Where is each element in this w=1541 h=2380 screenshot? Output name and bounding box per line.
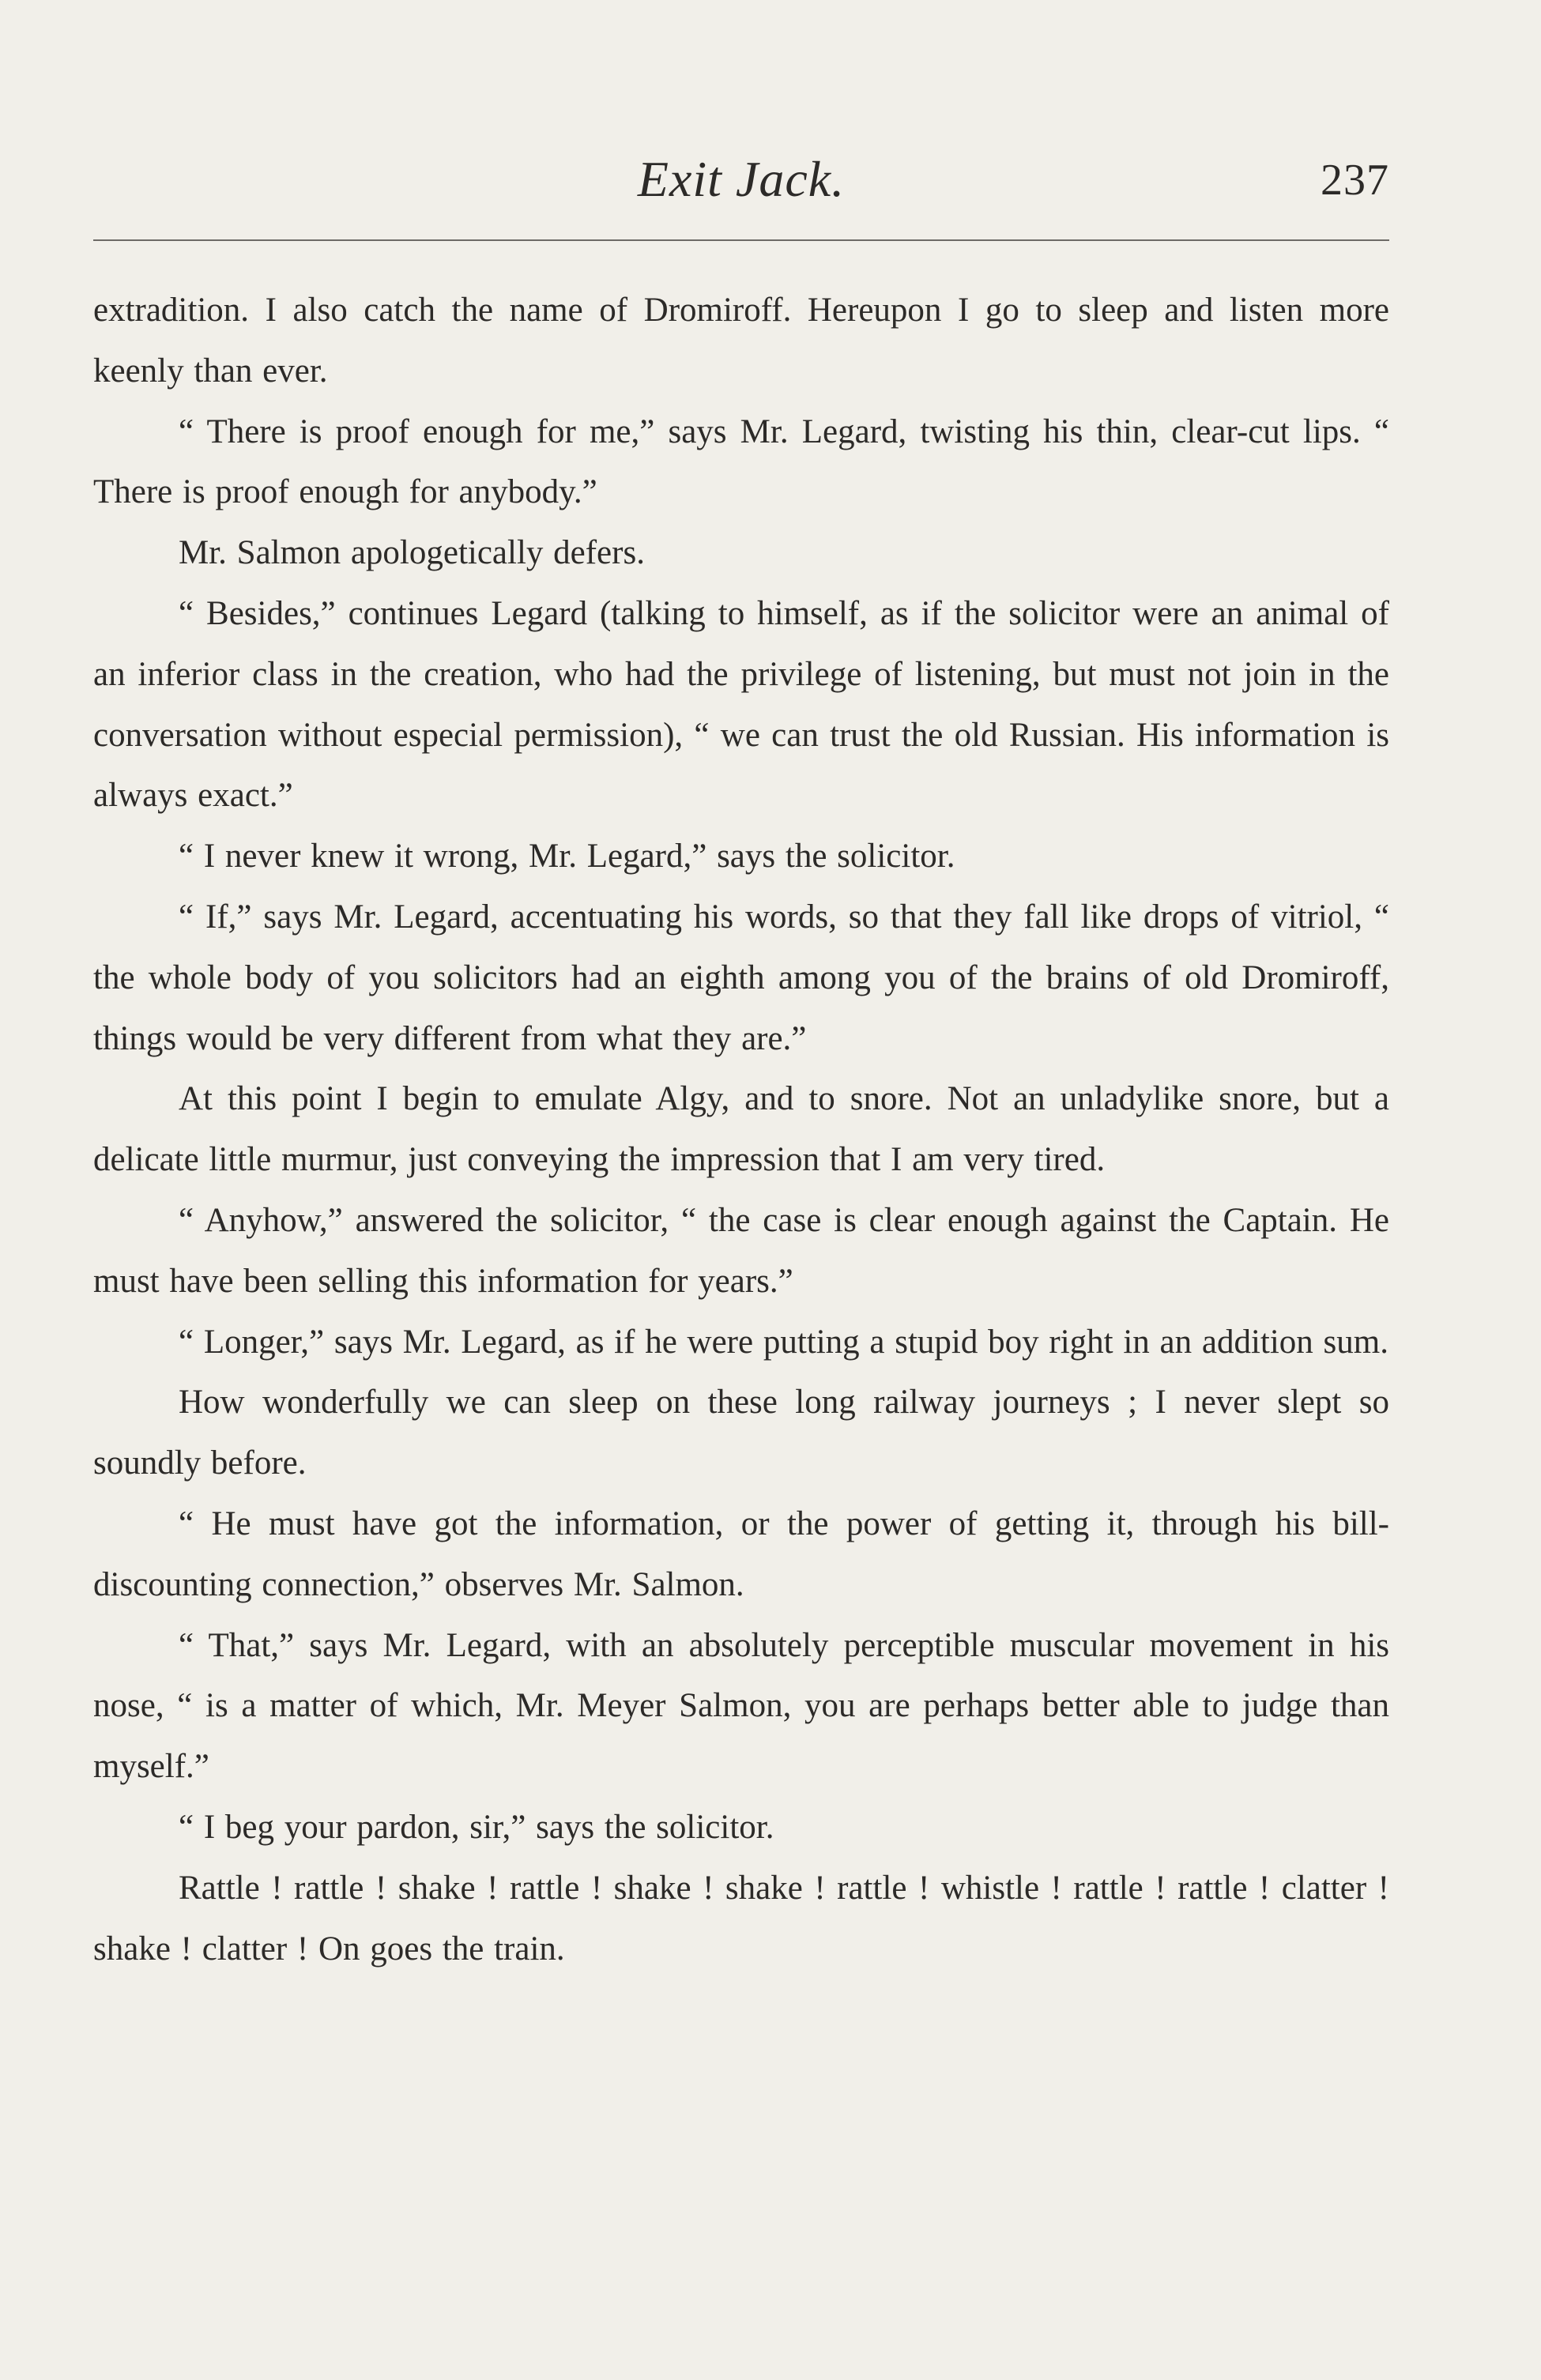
running-header (93, 150, 1389, 221)
paragraph: “ Longer,” says Mr. Legard, as if he were putting a stupid boy right in an addition sum. (179, 1323, 1388, 1361)
paragraph: “ Besides,” continues Legard (talking to himself, as if the solicitor were an animal of an inferior class in the creation, who had the privilege of listening, but must not join in the conversation without especial permission), “ we can trust the old Russian. His information is always exact.” (93, 594, 1389, 815)
paragraph: “ He must have got the information, or the power of getting it, through his bill-discounting connection,” observes Mr. Salmon. (93, 1504, 1389, 1603)
paragraph: “ I beg your pardon, sir,” says the solicitor. (179, 1808, 774, 1846)
header-rule (93, 239, 1389, 241)
page-number: 237 (1321, 156, 1389, 205)
paragraph: “ That,” says Mr. Legard, with an absolutely perceptible muscular movement in his nose, “ is a matter of which, Mr. Meyer Salmon, you are perhaps better able to judge than myself.” (93, 1626, 1389, 1786)
paragraph: “ There is proof enough for me,” says Mr. Legard, twisting his thin, clear-cut lips. “ There is proof enough for anybody.” (93, 412, 1389, 511)
paragraph: extradition. I also catch the name of Dromiroff. Hereupon I go to sleep and listen more keenly than ever. (93, 292, 1389, 390)
paragraph: “ Anyhow,” answered the solicitor, “ the case is clear enough against the Captain. He must have been selling this information for years.” (93, 1201, 1389, 1300)
running-title: Exit Jack. (637, 151, 846, 207)
paragraph: “ If,” says Mr. Legard, accentuating his words, so that they fall like drops of vitriol, “ the whole body of you solicitors had an eighth among you of the brains of old Dromiroff, things would be very different from what they are.” (93, 898, 1389, 1057)
paragraph: Rattle ! rattle ! shake ! rattle ! shake ! shake ! rattle ! whistle ! rattle ! rattle ! clatter ! shake ! clatter ! On goes the train. (93, 1869, 1389, 1968)
book-page (93, 0, 1389, 2380)
paragraph: At this point I begin to emulate Algy, and to snore. Not an unladylike snore, but a delicate little murmur, just conveying the impression that I am very tired. (93, 1080, 1389, 1179)
paragraph: Mr. Salmon apologetically defers. (179, 534, 645, 572)
paragraph: How wonderfully we can sleep on these long railway journeys ; I never slept so soundly before. (93, 1384, 1389, 1482)
paragraph: “ I never knew it wrong, Mr. Legard,” says the solicitor. (179, 838, 955, 876)
body-text (93, 281, 1389, 1979)
